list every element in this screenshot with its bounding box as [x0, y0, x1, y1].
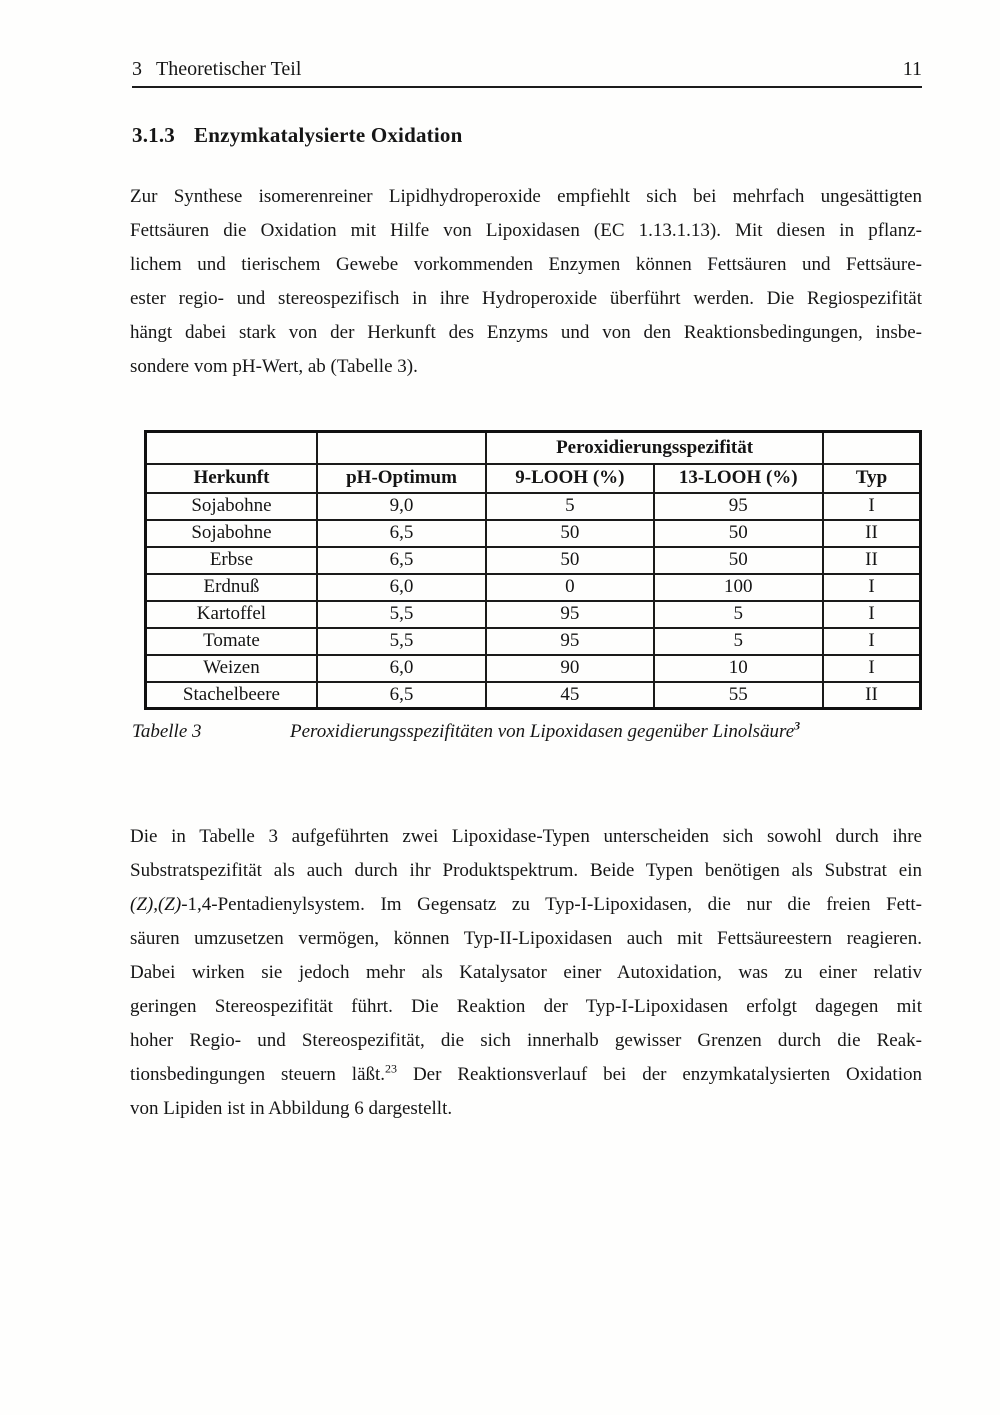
paragraph-2 [130, 820, 922, 1126]
table-cell: 9,0 [317, 493, 486, 520]
table-cell: 5 [654, 601, 823, 628]
text-line [130, 1024, 922, 1058]
text-segment: Dabei wirken sie jedoch mehr als Katalysator einer Autoxidation, was zu einer relativ [130, 962, 922, 983]
table-cell: Erdnuß [146, 574, 317, 601]
table-row [146, 493, 921, 520]
caption-text: Peroxidierungsspezifitäten von Lipoxidasen gegenüber Linolsäure [290, 721, 795, 742]
table-cell: 5,5 [317, 628, 486, 655]
table-cell: 5 [654, 628, 823, 655]
table-row [146, 682, 921, 709]
table-cell: 5,5 [317, 601, 486, 628]
text-line [130, 350, 922, 384]
table-cell: 10 [654, 655, 823, 682]
table-row [146, 574, 921, 601]
text-segment: Die in Tabelle 3 aufgeführten zwei Lipoxidase-Typen unterscheiden sich sowohl durch ihre [130, 826, 922, 847]
caption-label: Tabelle 3 [132, 721, 202, 742]
table-cell: 6,0 [317, 574, 486, 601]
table-cell: 95 [486, 628, 653, 655]
footnote-reference: 23 [385, 1061, 398, 1076]
text-segment: Der Reaktionsverlauf bei der enzymkatalysierten Oxidation [397, 1064, 922, 1085]
table-cell: I [823, 601, 921, 628]
table-cell: 5 [486, 493, 653, 520]
text-segment: hoher Regio- und Stereospezifität, die sich innerhalb gewisser Grenzen durch die Reak- [130, 1030, 922, 1051]
text-segment: von Lipiden ist in Abbildung 6 dargestellt. [130, 1098, 453, 1119]
text-line [130, 990, 922, 1024]
column-header-typ: Typ [823, 464, 921, 493]
table-cell: 95 [654, 493, 823, 520]
running-header-left [132, 58, 301, 81]
text-line [130, 1058, 922, 1092]
table-cell: Sojabohne [146, 493, 317, 520]
caption-footnote-ref: 3 [794, 718, 801, 733]
table-cell: 6,5 [317, 520, 486, 547]
table-group-header-row [146, 432, 921, 464]
section-title: Enzymkatalysierte Oxidation [194, 123, 463, 147]
empty-cell [823, 432, 921, 464]
table-cell: Tomate [146, 628, 317, 655]
column-header-herkunft: Herkunft [146, 464, 317, 493]
text-segment: sondere vom pH-Wert, ab (Tabelle 3). [130, 356, 418, 377]
paragraph-1 [130, 180, 922, 384]
text-segment: (Z),(Z) [130, 894, 182, 915]
text-line [130, 922, 922, 956]
table-cell: I [823, 655, 921, 682]
column-header-ph-optimum: pH-Optimum [317, 464, 486, 493]
running-header [132, 58, 922, 88]
column-header-13-looh: 13-LOOH (%) [654, 464, 823, 493]
text-segment: Fettsäuren die Oxidation mit Hilfe von Lipoxidasen (EC 1.13.1.13). Mit diesen in pflanz- [130, 220, 922, 241]
table-cell: 6,5 [317, 547, 486, 574]
text-segment: ester regio- und stereospezifisch in ihre Hydroperoxide überführt werden. Die Regiospezifität [130, 288, 922, 309]
text-line [130, 214, 922, 248]
table-cell: Sojabohne [146, 520, 317, 547]
section-heading [132, 123, 462, 148]
chapter-title: Theoretischer Teil [156, 58, 302, 80]
table-cell: Kartoffel [146, 601, 317, 628]
text-segment: Zur Synthese isomerenreiner Lipidhydroperoxide empfiehlt sich bei mehrfach ungesättigten [130, 186, 922, 207]
text-segment: tionsbedingungen steuern läßt. [130, 1064, 386, 1085]
table-cell: I [823, 493, 921, 520]
table-cell: I [823, 628, 921, 655]
table-cell: Stachelbeere [146, 682, 317, 709]
table-row [146, 601, 921, 628]
lipoxidase-specificity-table [144, 430, 922, 710]
text-line [130, 956, 922, 990]
text-segment: lichem und tierischem Gewebe vorkommenden Enzymen können Fettsäuren und Fettsäure- [130, 254, 922, 275]
text-line [130, 854, 922, 888]
text-segment: hängt dabei stark von der Herkunft des Enzyms und von den Reaktionsbedingungen, insbe- [130, 322, 922, 343]
table-cell: 6,0 [317, 655, 486, 682]
text-segment: säuren umzusetzen vermögen, können Typ-II-Lipoxidasen auch mit Fettsäureestern reagieren. [130, 928, 922, 949]
text-line [130, 888, 922, 922]
table-cell: 50 [486, 547, 653, 574]
table-row [146, 520, 921, 547]
table-cell: 95 [486, 601, 653, 628]
table-cell: 6,5 [317, 682, 486, 709]
table-cell: Erbse [146, 547, 317, 574]
text-line [130, 180, 922, 214]
table-row [146, 628, 921, 655]
section-number: 3.1.3 [132, 123, 175, 147]
table-cell: II [823, 547, 921, 574]
group-header-cell: Peroxidierungsspezifität [486, 432, 823, 464]
text-segment: geringen Stereospezifität führt. Die Reaktion der Typ-I-Lipoxidasen erfolgt dagegen mit [130, 996, 922, 1017]
table-cell: 90 [486, 655, 653, 682]
text-line [130, 316, 922, 350]
text-line [130, 1092, 922, 1126]
text-segment: Substratspezifität als auch durch ihr Produktspektrum. Beide Typen benötigen als Substrat ein [130, 860, 922, 881]
table-body [146, 493, 921, 709]
table-cell: I [823, 574, 921, 601]
table-row [146, 655, 921, 682]
table-cell: 50 [654, 547, 823, 574]
table-cell: 100 [654, 574, 823, 601]
table-cell: II [823, 682, 921, 709]
empty-cell [317, 432, 486, 464]
table-cell: 0 [486, 574, 653, 601]
table-cell: 55 [654, 682, 823, 709]
text-line [130, 282, 922, 316]
table-cell: 50 [654, 520, 823, 547]
text-line [130, 248, 922, 282]
table-cell: Weizen [146, 655, 317, 682]
table-caption [132, 718, 922, 743]
table-cell: 50 [486, 520, 653, 547]
empty-cell [146, 432, 317, 464]
text-segment: -1,4-Pentadienylsystem. Im Gegensatz zu Typ-I-Lipoxidasen, die nur die freien Fett- [181, 894, 922, 915]
text-line [130, 820, 922, 854]
table-column-header-row [146, 464, 921, 493]
table-cell: II [823, 520, 921, 547]
page-number: 11 [902, 58, 922, 80]
table-cell: 45 [486, 682, 653, 709]
column-header-9-looh: 9-LOOH (%) [486, 464, 653, 493]
table-row [146, 547, 921, 574]
chapter-number: 3 [132, 58, 142, 80]
